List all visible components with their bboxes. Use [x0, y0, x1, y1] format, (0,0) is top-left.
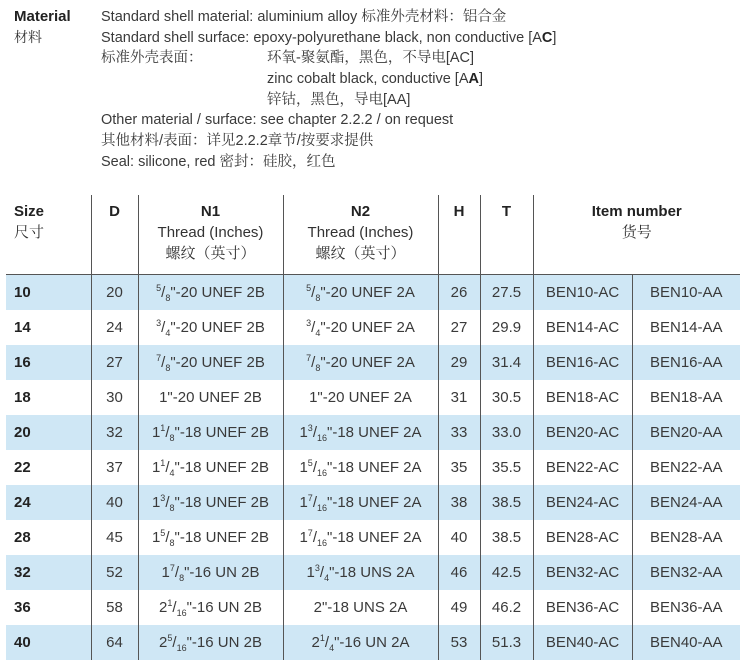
thread-whole: 1 [299, 459, 308, 476]
thread-fraction-numerator: 1 [319, 633, 325, 643]
thread-fraction-numerator: 5 [156, 283, 162, 293]
cell-item-ac: BEN36-AC [533, 590, 632, 625]
size-table [6, 195, 740, 660]
material-label [14, 7, 71, 47]
thread-rest: "-18 UNEF 2B [174, 459, 270, 476]
thread-rest: "-20 UNEF 2B [170, 319, 265, 336]
cell-item-aa: BEN24-AA [632, 485, 740, 520]
thread-fraction-denominator: 4 [315, 328, 321, 338]
material-line [101, 69, 556, 90]
cell-n1: $^3/_4"-20$ UNEF 2B [138, 310, 283, 345]
thread-fraction-numerator: 3 [160, 493, 166, 503]
cell-d: 45 [91, 520, 138, 555]
cell-item-ac: BEN16-AC [533, 345, 632, 380]
cell-item-aa: BEN20-AA [632, 415, 740, 450]
cell-n2: $1^7/_{16}"-18$ UNEF 2A [283, 520, 438, 555]
thread-fraction-denominator: 8 [169, 433, 175, 443]
material-line-sub [267, 48, 474, 69]
thread-rest: "-18 UNEF 2A [327, 494, 422, 511]
cell-t: 31.4 [480, 345, 533, 380]
cell-size: 22 [14, 459, 31, 476]
cell-item-aa: BEN36-AA [632, 590, 740, 625]
table-body [6, 275, 740, 661]
thread-whole: 1 [299, 529, 308, 546]
table-row [6, 310, 740, 345]
thread-rest: "-20 UNEF 2A [317, 389, 412, 406]
cell-n2: $^7/_8"-20$ UNEF 2A [283, 345, 438, 380]
thread-whole: 2 [311, 634, 320, 651]
header-n1-title: N1 [200, 203, 221, 220]
cell-d: 30 [91, 380, 138, 415]
cell-d: 24 [91, 310, 138, 345]
thread-fraction-numerator: 5 [160, 528, 166, 538]
material-line [101, 131, 556, 152]
cell-n1: $1^1/_4"-18$ UNEF 2B [138, 450, 283, 485]
material-line-text: Standard shell material: aluminium alloy 标准外壳材料：铝合金 [101, 9, 507, 25]
thread-whole: 2 [313, 599, 322, 616]
table-row [6, 625, 740, 660]
cell-n2 [283, 590, 438, 625]
cell-n2: $2^1/_4"-16$ UN 2A [283, 625, 438, 660]
table-row [6, 520, 740, 555]
header-n1-cn: 螺纹（英寸） [165, 245, 256, 262]
thread-fraction-denominator: 8 [169, 503, 175, 513]
cell-t: 29.9 [480, 310, 533, 345]
thread-fraction-numerator: 3 [307, 423, 313, 433]
thread-whole: 1 [306, 564, 315, 581]
thread-rest: "-18 UNEF 2A [327, 459, 422, 476]
cell-t: 38.5 [480, 485, 533, 520]
cell-h: 26 [438, 275, 480, 311]
cell-n1: $^7/_8"-20$ UNEF 2B [138, 345, 283, 380]
material-label-en: Material [14, 8, 71, 25]
thread-rest: "-16 UN 2B [186, 599, 262, 616]
cell-t: 51.3 [480, 625, 533, 660]
thread-fraction-numerator: 7 [169, 563, 175, 573]
thread-whole: 1 [299, 494, 308, 511]
cell-h: 49 [438, 590, 480, 625]
header-d [91, 195, 138, 275]
cell-t: 46.2 [480, 590, 533, 625]
material-line [101, 90, 556, 111]
cell-d: 58 [91, 590, 138, 625]
thread-rest: "-20 UNEF 2A [320, 284, 415, 301]
cell-h: 53 [438, 625, 480, 660]
thread-fraction-denominator: 8 [165, 293, 171, 303]
cell-size: 14 [14, 319, 31, 336]
header-size-en: Size [14, 203, 45, 220]
cell-item-ac: BEN10-AC [533, 275, 632, 311]
header-n1 [138, 195, 283, 275]
thread-whole: 1 [299, 424, 308, 441]
material-line [101, 7, 556, 28]
header-t [480, 195, 533, 275]
cell-d: 52 [91, 555, 138, 590]
thread-whole: 1 [151, 494, 161, 511]
cell-size: 28 [14, 529, 31, 546]
header-h-label: H [453, 203, 465, 220]
material-line-after: ] [552, 29, 557, 46]
material-line-text: Seal: silicone, red 密封：硅胶，红色 [101, 153, 336, 170]
table-row [6, 590, 740, 625]
header-size-cn: 尺寸 [14, 224, 45, 241]
cell-item-aa: BEN28-AA [632, 520, 740, 555]
cell-h: 29 [438, 345, 480, 380]
thread-rest: "-16 UN 2B [184, 564, 260, 581]
material-section [0, 0, 746, 185]
cell-n1: $1^7/_8"-16$ UN 2B [138, 555, 283, 590]
thread-rest: "-18 UNEF 2B [174, 494, 270, 511]
thread-rest: "-18 UNEF 2B [174, 424, 270, 441]
thread-fraction-denominator: 4 [165, 328, 171, 338]
thread-fraction-numerator: 1 [160, 458, 166, 468]
cell-n1: $^5/_8"-20$ UNEF 2B [138, 275, 283, 311]
cell-t: 42.5 [480, 555, 533, 590]
table-row [6, 450, 740, 485]
thread-fraction-numerator: 7 [307, 528, 313, 538]
material-line [101, 48, 556, 69]
thread-fraction-denominator: 8 [179, 573, 185, 583]
thread-fraction-denominator: 4 [329, 643, 335, 653]
thread-fraction-denominator: 8 [315, 293, 321, 303]
header-n2-title: N2 [350, 203, 371, 220]
thread-rest: "-18 UNEF 2A [327, 529, 422, 546]
thread-rest: "-16 UN 2B [186, 634, 262, 651]
thread-fraction-numerator: 3 [156, 318, 162, 328]
table-row [6, 555, 740, 590]
material-line-sub-text: zinc cobalt black, conductive [A [267, 71, 469, 88]
material-line [101, 110, 556, 131]
material-line-sub-bold: A [468, 71, 479, 88]
table-header-row [6, 195, 740, 275]
cell-d: 37 [91, 450, 138, 485]
thread-fraction-numerator: 5 [306, 283, 312, 293]
header-n2 [283, 195, 438, 275]
cell-t: 35.5 [480, 450, 533, 485]
cell-n1 [138, 380, 283, 415]
cell-item-aa: BEN22-AA [632, 450, 740, 485]
thread-rest: "-18 UNEF 2A [327, 424, 422, 441]
thread-fraction-denominator: 8 [165, 363, 171, 373]
material-line-sub-after: ] [478, 71, 484, 88]
thread-rest: "-20 UNEF 2B [170, 284, 265, 301]
material-description [101, 7, 556, 173]
thread-fraction-numerator: 3 [314, 563, 320, 573]
thread-whole: 1 [151, 529, 161, 546]
cell-h: 35 [438, 450, 480, 485]
header-n1-en: Thread (Inches) [157, 224, 264, 241]
material-line [101, 28, 556, 49]
thread-rest: "-20 UNEF 2B [170, 354, 265, 371]
cell-size: 20 [6, 415, 91, 450]
cell-item-ac: BEN24-AC [533, 485, 632, 520]
cell-h: 46 [438, 555, 480, 590]
cell-item-ac: BEN22-AC [533, 450, 632, 485]
cell-h: 33 [438, 415, 480, 450]
thread-fraction-denominator: 4 [169, 468, 175, 478]
thread-fraction-numerator: 7 [156, 353, 162, 363]
cell-item-ac: BEN14-AC [533, 310, 632, 345]
cell-n2: $1^3/_4"-18$ UNS 2A [283, 555, 438, 590]
cell-size: 32 [6, 555, 91, 590]
thread-fraction-denominator: 16 [176, 643, 187, 653]
thread-fraction-denominator: 16 [176, 608, 187, 618]
thread-fraction-denominator: 16 [316, 433, 327, 443]
material-line [101, 152, 556, 173]
table-row [6, 275, 740, 311]
cell-n2: $^5/_8"-20$ UNEF 2A [283, 275, 438, 311]
thread-fraction-denominator: 8 [315, 363, 321, 373]
cell-d: 20 [91, 275, 138, 311]
material-line-sub [267, 90, 410, 111]
cell-h: 38 [438, 485, 480, 520]
cell-t: 30.5 [480, 380, 533, 415]
material-line-sub-text: 锌钴，黑色，导电[AA] [267, 91, 411, 108]
thread-fraction-numerator: 5 [307, 458, 313, 468]
thread-fraction-denominator: 16 [316, 468, 327, 478]
cell-item-aa: BEN40-AA [632, 625, 740, 660]
table-row [6, 485, 740, 520]
thread-whole: 2 [159, 599, 168, 616]
cell-n2: $1^3/_{16}"-18$ UNEF 2A [283, 415, 438, 450]
cell-n2: $^3/_4"-20$ UNEF 2A [283, 310, 438, 345]
cell-item-ac: BEN20-AC [533, 415, 632, 450]
header-item-number [533, 195, 740, 275]
thread-fraction-denominator: 4 [324, 573, 330, 583]
thread-whole: 1 [309, 389, 318, 406]
material-line-text: 其他材料/表面：详见2.2.2章节/按要求提供 [101, 133, 374, 150]
thread-fraction-numerator: 3 [306, 318, 312, 328]
cell-item-aa: BEN32-AA [632, 555, 740, 590]
thread-rest: "-20 UNEF 2A [320, 354, 415, 371]
header-d-label: D [109, 203, 120, 220]
thread-rest: "-16 UN 2A [334, 634, 410, 651]
cell-n1: $2^5/_{16}"-16$ UN 2B [138, 625, 283, 660]
thread-rest: "-18 UNS 2A [321, 599, 408, 616]
cell-h: 27 [438, 310, 480, 345]
cell-d: 27 [91, 345, 138, 380]
cell-n2: $1^5/_{16}"-18$ UNEF 2A [283, 450, 438, 485]
thread-fraction-numerator: 5 [167, 633, 173, 643]
material-line-text: Other material / surface: see chapter 2.2.2 / on request [101, 112, 454, 129]
cell-t: 33.0 [480, 415, 533, 450]
header-item-cn: 货号 [621, 224, 652, 241]
cell-n1: $1^1/_8"-18$ UNEF 2B [138, 415, 283, 450]
thread-whole: 1 [161, 564, 170, 581]
cell-item-ac: BEN32-AC [533, 555, 632, 590]
cell-size: 36 [14, 599, 31, 616]
thread-fraction-denominator: 16 [316, 503, 327, 513]
cell-h: 40 [438, 520, 480, 555]
thread-fraction-numerator: 7 [307, 493, 313, 503]
material-line-text: Standard shell surface: epoxy-polyurethane black, non conductive [A [101, 29, 542, 46]
cell-size: 40 [6, 625, 91, 660]
header-n2-en: Thread (Inches) [307, 224, 414, 241]
cell-item-aa: BEN10-AA [632, 275, 740, 311]
thread-fraction-numerator: 7 [306, 353, 312, 363]
cell-item-ac: BEN28-AC [533, 520, 632, 555]
header-size [6, 195, 91, 275]
thread-fraction-numerator: 1 [167, 598, 173, 608]
header-h [438, 195, 480, 275]
table-row [6, 380, 740, 415]
cell-size: 24 [6, 485, 91, 520]
table-row [6, 415, 740, 450]
thread-fraction-denominator: 16 [316, 538, 327, 548]
header-t-label: T [501, 203, 512, 220]
cell-item-aa: BEN14-AA [632, 310, 740, 345]
cell-d: 32 [91, 415, 138, 450]
cell-item-aa: BEN16-AA [632, 345, 740, 380]
thread-rest: "-20 UNEF 2B [167, 389, 262, 406]
cell-t: 27.5 [480, 275, 533, 311]
thread-whole: 1 [159, 389, 168, 406]
cell-n2: $1^7/_{16}"-18$ UNEF 2A [283, 485, 438, 520]
cell-h: 31 [438, 380, 480, 415]
cell-t: 38.5 [480, 520, 533, 555]
thread-whole: 2 [159, 634, 168, 651]
material-label-cn: 材料 [14, 29, 42, 45]
cell-size: 16 [6, 345, 91, 380]
header-n2-cn: 螺纹（英寸） [315, 245, 406, 262]
thread-fraction-denominator: 8 [169, 538, 175, 548]
cell-n1: $1^5/_8"-18$ UNEF 2B [138, 520, 283, 555]
table-row [6, 345, 740, 380]
thread-rest: "-20 UNEF 2A [320, 319, 415, 336]
material-line-sub-text: 环氧-聚氨酯，黑色，不导电[AC] [267, 50, 475, 67]
cell-item-ac: BEN18-AC [533, 380, 632, 415]
material-line-sub [267, 69, 483, 90]
thread-rest: "-18 UNEF 2B [174, 529, 270, 546]
cell-size: 18 [14, 389, 31, 406]
thread-fraction-numerator: 1 [160, 423, 166, 433]
material-line-text: 标准外壳表面： [101, 50, 203, 67]
cell-size: 10 [6, 275, 91, 311]
header-item-en: Item number [591, 203, 682, 220]
cell-d: 40 [91, 485, 138, 520]
thread-rest: "-18 UNS 2A [329, 564, 415, 581]
cell-item-ac: BEN40-AC [533, 625, 632, 660]
cell-d: 64 [91, 625, 138, 660]
thread-whole: 1 [151, 459, 161, 476]
thread-whole: 1 [151, 424, 161, 441]
cell-n1: $1^3/_8"-18$ UNEF 2B [138, 485, 283, 520]
material-line-bold: C [541, 29, 553, 46]
cell-n1: $2^1/_{16}"-16$ UN 2B [138, 590, 283, 625]
cell-n2 [283, 380, 438, 415]
cell-item-aa: BEN18-AA [632, 380, 740, 415]
